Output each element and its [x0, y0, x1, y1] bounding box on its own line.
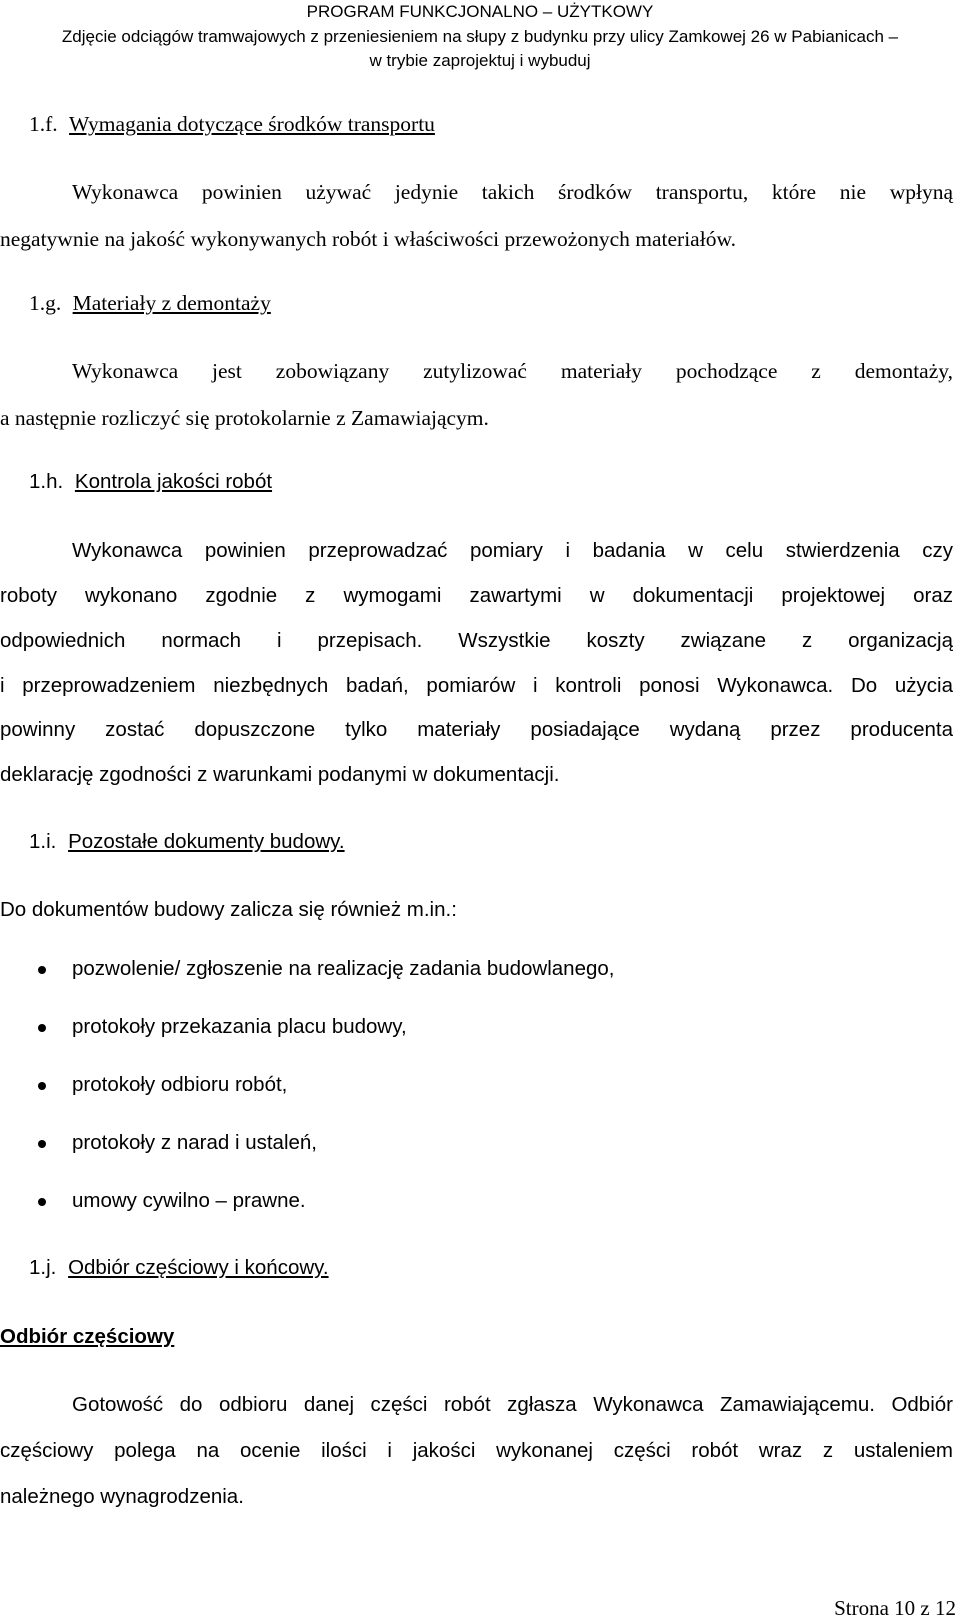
section-f-paragraph-line: Wykonawca powinien używać jedynie takich środków transportu, które nie wpłyną — [72, 180, 953, 204]
section-i-heading — [29, 828, 345, 856]
section-h-number: 1.h. — [29, 470, 64, 493]
list-item: pozwolenie/ zgłoszenie na realizację zadania budowlanego, — [72, 957, 615, 980]
section-j-title: Odbiór częściowy i końcowy. — [68, 1256, 329, 1279]
section-h-paragraph-line: deklarację zgodności z warunkami podanymi w dokumentacji. — [0, 763, 560, 786]
section-j-subheading: Odbiór częściowy — [0, 1325, 175, 1348]
section-i-number: 1.i. — [29, 830, 57, 853]
bullet-icon — [38, 1024, 46, 1032]
section-h-paragraph-line: odpowiednich normach i przepisach. Wszystkie koszty związane z organizacją — [0, 629, 953, 652]
bullet-icon — [38, 1082, 46, 1090]
section-f-paragraph-line: negatywnie na jakość wykonywanych robót i właściwości przewożonych materiałów. — [0, 227, 736, 251]
section-j-paragraph-line: należnego wynagrodzenia. — [0, 1485, 244, 1508]
bullet-icon — [38, 1198, 46, 1206]
section-j-heading — [29, 1254, 329, 1282]
header-title: PROGRAM FUNKCJONALNO – UŻYTKOWY — [306, 2, 654, 21]
section-f-heading — [29, 110, 435, 138]
section-h-paragraph-line: roboty wykonano zgodnie z wymogami zawartymi w dokumentacji projektowej oraz — [0, 584, 953, 607]
section-h-title: Kontrola jakości robót — [74, 470, 273, 493]
header-mode: w trybie zaprojektuj i wybuduj — [369, 51, 591, 70]
section-j-number: 1.j. — [29, 1256, 57, 1279]
section-h-paragraph-line: i przeprowadzeniem niezbędnych badań, pomiarów i kontroli ponosi Wykonawca. Do użycia — [0, 674, 953, 697]
section-g-title: Materiały z demontaży — [72, 291, 271, 315]
section-h-paragraph-line: powinny zostać dopuszczone tylko materiały posiadające wydaną przez producenta — [0, 718, 953, 741]
section-h-heading — [29, 468, 272, 496]
list-item: protokoły odbioru robót, — [72, 1073, 288, 1096]
section-g-heading — [29, 289, 271, 317]
section-j-paragraph-line: Gotowość do odbioru danej części robót zgłasza Wykonawca Zamawiającemu. Odbiór — [72, 1393, 953, 1416]
section-g-number: 1.g. — [29, 291, 62, 315]
section-f-number: 1.f. — [29, 112, 58, 136]
page-number: Strona 10 z 12 — [834, 1596, 956, 1620]
section-i-intro: Do dokumentów budowy zalicza się również m.in.: — [0, 898, 457, 921]
section-j-paragraph-line: częściowy polega na ocenie ilości i jakości wykonanej części robót wraz z ustaleniem — [0, 1439, 953, 1462]
section-g-paragraph-line: a następnie rozliczyć się protokolarnie z Zamawiającym. — [0, 406, 489, 430]
section-f-title: Wymagania dotyczące środków transportu — [69, 112, 435, 136]
bullet-icon — [38, 966, 46, 974]
list-item: umowy cywilno – prawne. — [72, 1189, 306, 1212]
section-i-title: Pozostałe dokumenty budowy. — [68, 830, 345, 853]
header-subtitle: Zdjęcie odciągów tramwajowych z przeniesieniem na słupy z budynku przy ulicy Zamkowej 26 w Pabianicach – — [61, 27, 899, 46]
bullet-icon — [38, 1140, 46, 1148]
list-item: protokoły z narad i ustaleń, — [72, 1131, 317, 1154]
section-h-paragraph-line: Wykonawca powinien przeprowadzać pomiary i badania w celu stwierdzenia czy — [72, 539, 953, 562]
section-g-paragraph-line: Wykonawca jest zobowiązany zutylizować materiały pochodzące z demontaży, — [72, 359, 953, 383]
list-item: protokoły przekazania placu budowy, — [72, 1015, 407, 1038]
